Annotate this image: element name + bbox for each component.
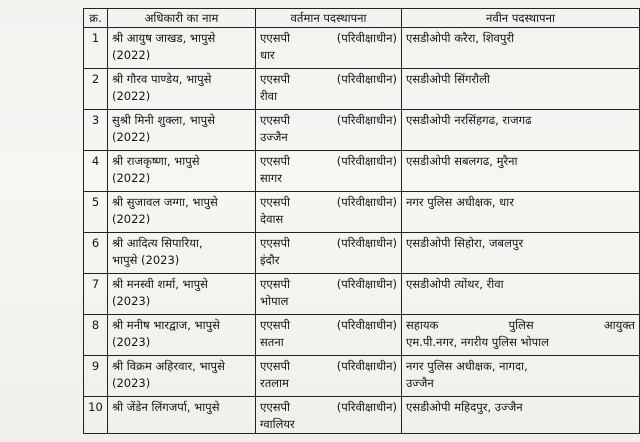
officer-batch: भापुसे (2023) <box>112 253 180 267</box>
current-posting-status: (परिवीक्षाधीन) <box>336 154 397 168</box>
officer-batch: (2023) <box>112 376 151 390</box>
current-posting-status: (परिवीक्षाधीन) <box>336 400 397 414</box>
new-posting-cell <box>402 397 640 434</box>
serial-number: 7 <box>91 277 100 291</box>
current-posting-title: एएसपी <box>260 318 291 332</box>
current-posting-cell <box>256 397 402 434</box>
new-posting-line1: नगर पुलिस अधीक्षक, नागदा, <box>406 359 528 373</box>
serial-number-cell <box>84 233 108 274</box>
serial-number: 2 <box>91 72 100 86</box>
serial-number: 5 <box>91 195 100 209</box>
current-posting-cell <box>256 110 402 151</box>
new-posting-cell <box>402 192 640 233</box>
new-posting-line1: सहायक पुलिस आयुक्त <box>406 318 635 332</box>
new-posting-cell <box>402 356 640 397</box>
serial-number-cell <box>84 397 108 434</box>
table-row <box>84 151 640 192</box>
table-row <box>84 192 640 233</box>
current-posting-place: रतलाम <box>260 376 289 390</box>
current-posting-status: (परिवीक्षाधीन) <box>336 195 397 209</box>
table-row <box>84 315 640 356</box>
serial-number: 1 <box>91 31 100 45</box>
table-row <box>84 397 640 434</box>
serial-number: 6 <box>91 236 100 250</box>
serial-number: 3 <box>91 113 100 127</box>
current-posting-title: एएसपी <box>260 154 291 168</box>
header-current-posting: वर्तमान पदस्थापना <box>256 9 402 28</box>
current-posting-cell <box>256 192 402 233</box>
officer-name-cell <box>108 356 256 397</box>
new-posting-cell <box>402 315 640 356</box>
officer-name: श्री मनीष भारद्वाज, भापुसे <box>112 318 220 332</box>
current-posting-status: (परिवीक्षाधीन) <box>336 72 397 86</box>
current-posting-place: धार <box>260 48 275 62</box>
current-posting-cell <box>256 315 402 356</box>
new-posting-line1: एसडीओपी महिदपुर, उज्जैन <box>406 400 523 414</box>
current-posting-cell <box>256 69 402 110</box>
table-row <box>84 110 640 151</box>
current-posting-status: (परिवीक्षाधीन) <box>336 113 397 127</box>
officer-name: श्री जेंडेन लिंगजर्पा, भापुसे <box>112 400 220 414</box>
new-posting-cell <box>402 274 640 315</box>
officer-name: श्री आदित्य सिपारिया, <box>112 236 203 250</box>
officer-name-cell <box>108 28 256 69</box>
new-posting-cell <box>402 110 640 151</box>
header-serial: क्र. <box>84 9 108 28</box>
new-posting-cell <box>402 151 640 192</box>
officer-batch: (2022) <box>112 48 151 62</box>
current-posting-place: उज्जैन <box>260 130 288 144</box>
current-posting-place: सतना <box>260 335 284 349</box>
current-posting-title: एएसपी <box>260 236 291 250</box>
table-row <box>84 69 640 110</box>
header-new-posting: नवीन पदस्थापना <box>402 9 640 28</box>
current-posting-cell <box>256 151 402 192</box>
officer-name: श्री आयुष जाखड, भापुसे <box>112 31 216 45</box>
table-row <box>84 233 640 274</box>
current-posting-title: एएसपी <box>260 31 291 45</box>
officer-batch: (2022) <box>112 130 151 144</box>
serial-number-cell <box>84 110 108 151</box>
serial-number: 9 <box>91 359 100 373</box>
current-posting-place: इंदौर <box>260 253 280 267</box>
current-posting-place: देवास <box>260 212 284 226</box>
new-posting-line2: एम.पी.नगर, नगरीय पुलिस भोपाल <box>406 335 549 349</box>
serial-number-cell <box>84 192 108 233</box>
officer-name: श्री राजकृष्णा, भापुसे <box>112 154 200 168</box>
current-posting-place: भोपाल <box>260 294 289 308</box>
serial-number-cell <box>84 274 108 315</box>
new-posting-line1: एसडीओपी नरसिंहगढ, राजगढ <box>406 113 532 127</box>
officer-batch: (2023) <box>112 294 151 308</box>
new-posting-line1: एसडीओपी सिंगरौली <box>406 72 490 86</box>
officer-name: श्री विक्रम अहिरवार, भापुसे <box>112 359 225 373</box>
new-posting-line1: एसडीओपी सिहोरा, जबलपुर <box>406 236 524 250</box>
officer-name-cell <box>108 192 256 233</box>
officer-name: श्री गौरव पाण्डेय, भापुसे <box>112 72 212 86</box>
officer-batch: (2022) <box>112 89 151 103</box>
new-posting-cell <box>402 233 640 274</box>
current-posting-cell <box>256 274 402 315</box>
transfer-order-table <box>83 8 640 434</box>
officer-name-cell <box>108 151 256 192</box>
table-row <box>84 356 640 397</box>
current-posting-place: सागर <box>260 171 282 185</box>
officer-name-cell <box>108 69 256 110</box>
current-posting-cell <box>256 233 402 274</box>
table-row <box>84 274 640 315</box>
current-posting-place: ग्वालियर <box>260 417 295 431</box>
new-posting-line1: एसडीओपी त्योंथर, रीवा <box>406 277 504 291</box>
current-posting-title: एएसपी <box>260 359 291 373</box>
new-posting-line2: उज्जैन <box>406 376 434 390</box>
serial-number: 10 <box>88 400 103 414</box>
table-header-row <box>84 9 640 28</box>
officer-batch: (2022) <box>112 212 151 226</box>
serial-number-cell <box>84 356 108 397</box>
officer-name-cell <box>108 274 256 315</box>
officer-name-cell <box>108 110 256 151</box>
current-posting-title: एएसपी <box>260 400 291 414</box>
new-posting-cell <box>402 69 640 110</box>
serial-number: 4 <box>91 154 100 168</box>
officer-batch: (2023) <box>112 335 151 349</box>
new-posting-line1: नगर पुलिस अधीक्षक, धार <box>406 195 514 209</box>
current-posting-title: एएसपी <box>260 195 291 209</box>
officer-name-cell <box>108 233 256 274</box>
new-posting-line1: एसडीओपी सबलगढ, मुरैना <box>406 154 518 168</box>
current-posting-title: एएसपी <box>260 277 291 291</box>
current-posting-title: एएसपी <box>260 113 291 127</box>
serial-number-cell <box>84 28 108 69</box>
serial-number: 8 <box>91 318 100 332</box>
current-posting-place: रीवा <box>260 89 278 103</box>
header-officer-name: अधिकारी का नाम <box>108 9 256 28</box>
officer-name: सुश्री मिनी शुक्ला, भापुसे <box>112 113 215 127</box>
serial-number-cell <box>84 315 108 356</box>
officer-batch: (2022) <box>112 171 151 185</box>
new-posting-line1: एसडीओपी करैरा, शिवपुरी <box>406 31 515 45</box>
current-posting-status: (परिवीक्षाधीन) <box>336 236 397 250</box>
current-posting-title: एएसपी <box>260 72 291 86</box>
current-posting-cell <box>256 28 402 69</box>
officer-name-cell <box>108 315 256 356</box>
new-posting-cell <box>402 28 640 69</box>
officer-name-cell <box>108 397 256 434</box>
serial-number-cell <box>84 69 108 110</box>
officer-name: श्री सुजावल जग्गा, भापुसे <box>112 195 218 209</box>
current-posting-status: (परिवीक्षाधीन) <box>336 277 397 291</box>
current-posting-status: (परिवीक्षाधीन) <box>336 359 397 373</box>
serial-number-cell <box>84 151 108 192</box>
table-row <box>84 28 640 69</box>
current-posting-status: (परिवीक्षाधीन) <box>336 318 397 332</box>
current-posting-cell <box>256 356 402 397</box>
officer-name: श्री मनस्वी शर्मा, भापुसे <box>112 277 208 291</box>
current-posting-status: (परिवीक्षाधीन) <box>336 31 397 45</box>
